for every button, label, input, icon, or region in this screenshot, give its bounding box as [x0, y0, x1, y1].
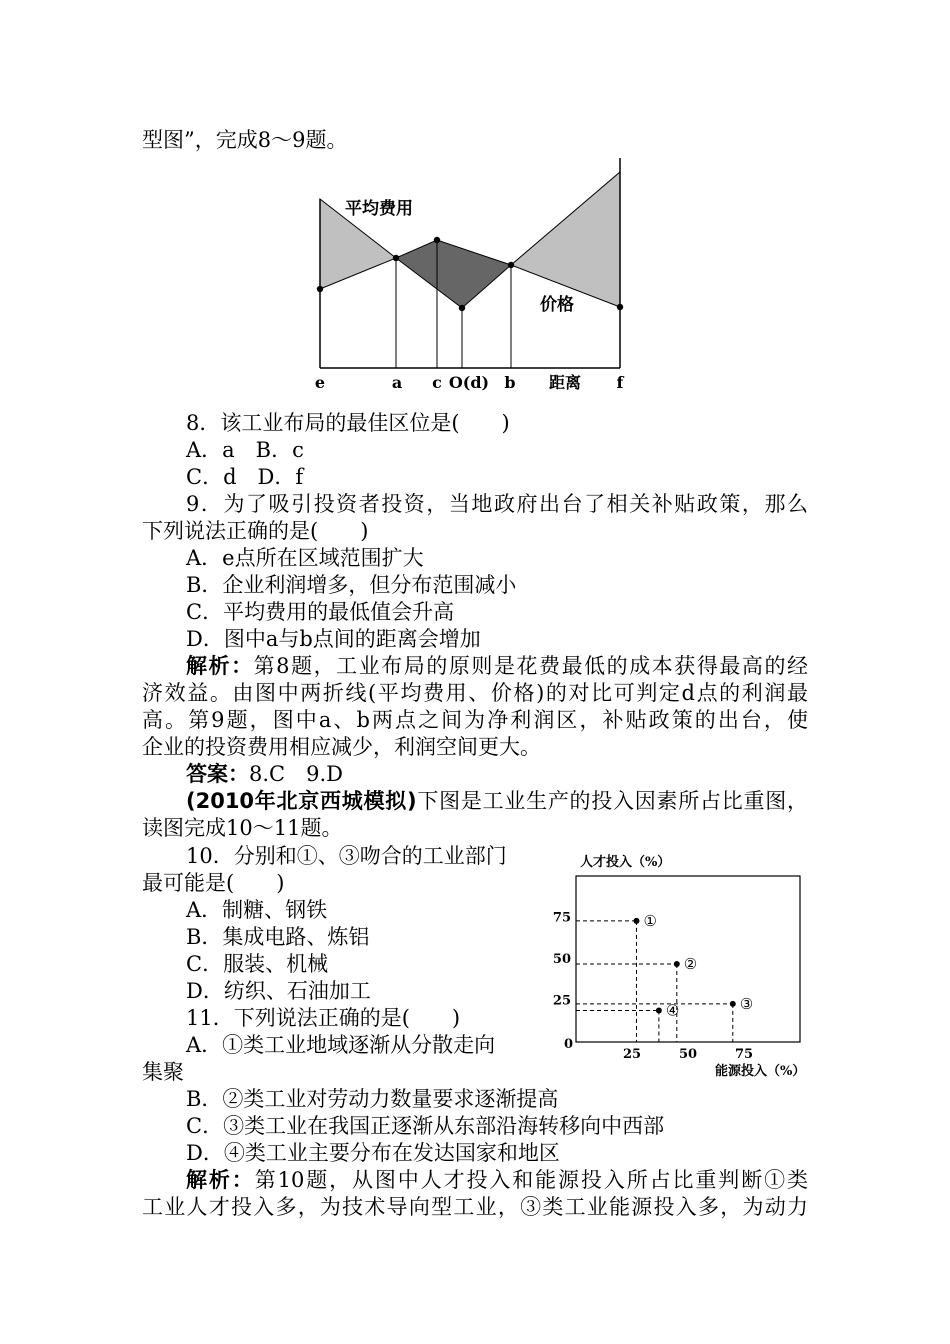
q10-option-b: B．集成电路、炼铝	[186, 925, 370, 949]
input-factor-scatter-chart	[550, 845, 820, 1085]
x-label-o-d: O(d)	[448, 373, 490, 392]
q9-option-a: A．e点所在区域范围扩大	[186, 546, 424, 570]
section2-intro-1: (2010年北京西城模拟)下图是工业生产的投入因素所占比重图，	[186, 789, 808, 813]
point-b	[508, 262, 514, 268]
label-price: 价格	[540, 295, 574, 315]
x-label-f: f	[616, 373, 624, 392]
intro-tail: 型图”，完成8～9题。	[142, 128, 348, 152]
section2-intro-2: 读图完成10～11题。	[142, 816, 343, 840]
q11-stem: 11．下列说法正确的是( )	[186, 1006, 461, 1030]
analysis1-line-4: 企业的投资费用相应减少，利润空间更大。	[142, 735, 541, 759]
q10-option-c: C．服装、机械	[186, 952, 329, 976]
data-point-label-2: ②	[683, 954, 698, 973]
analysis1-line-2: 济效益。由图中两折线(平均费用、价格)的对比可判定d点的利润最	[142, 681, 808, 705]
x-label-b: b	[504, 373, 516, 392]
loss-zone-right	[511, 172, 620, 307]
data-point-label-3: ③	[739, 994, 754, 1013]
q11-option-c: C．③类工业在我国正逐渐从东部沿海转移向中西部	[186, 1114, 665, 1138]
q9-stem-1: 9．为了吸引投资者投资，当地政府出台了相关补贴政策，那么	[186, 492, 808, 516]
x-tick-label-0: 25	[622, 1047, 642, 1062]
guide-lines	[576, 921, 733, 1042]
q8-stem: 8．该工业布局的最佳区位是( )	[186, 411, 510, 435]
point-f	[617, 304, 623, 310]
data-point-1	[633, 918, 639, 924]
q10-stem-1: 10．分别和①、③吻合的工业部门	[186, 844, 507, 868]
x-axis-title: 能源投入（%）	[715, 1064, 806, 1079]
y-tick-label-1: 50	[552, 952, 571, 967]
q8-options-cd: C．d D．f	[186, 465, 304, 489]
q11-option-b: B．②类工业对劳动力数量要求逐渐提高	[186, 1087, 559, 1111]
data-point-label-1: ①	[643, 911, 657, 930]
q9-option-c: C．平均费用的最低值会升高	[186, 600, 455, 624]
answer1	[186, 761, 343, 787]
analysis1-label: 解析：	[186, 654, 254, 678]
profit-zone	[396, 240, 511, 308]
tick-labels	[553, 911, 753, 1063]
q11-option-a-2: 集聚	[142, 1060, 184, 1084]
analysis2-label: 解析：	[186, 1168, 255, 1192]
q9-stem-2: 下列说法正确的是( )	[142, 519, 369, 543]
data-point-label-4: ④	[665, 1001, 680, 1020]
q8-options-ab: A．a B．c	[186, 438, 304, 462]
point-c	[434, 237, 440, 243]
q11-option-d: D．④类工业主要分布在发达国家和地区	[186, 1141, 560, 1165]
q9-option-b: B．企业利润增多，但分布范围减小	[186, 573, 517, 597]
cost-price-diagram	[300, 150, 640, 400]
analysis1-line-1: 解析：第8题，工业布局的原则是花费最低的成本获得最高的经	[186, 654, 809, 678]
q10-option-a: A．制糖、钢铁	[186, 898, 328, 922]
analysis2-line-2: 工业人才投入多，为技术导向型工业，③类工业能源投入多，为动力	[142, 1195, 808, 1219]
answer1-value: 8.C 9.D	[249, 762, 343, 786]
x-label-c: c	[432, 373, 442, 392]
label-average-cost: 平均费用	[345, 199, 413, 219]
x-tick-label-2: 75	[734, 1047, 754, 1062]
answer1-label: 答案：	[186, 762, 249, 786]
data-points	[633, 912, 753, 1020]
y-tick-label-0: 75	[552, 910, 571, 926]
analysis1-line-3: 高。第9题，图中a、b两点之间为净利润区，补贴政策的出台，使	[142, 708, 808, 732]
x-label-distance: 距离	[548, 373, 582, 392]
y-tick-label-2: 25	[552, 993, 571, 1009]
analysis2-line-1: 解析：第10题，从图中人才投入和能源投入所占比重判断①类	[186, 1168, 808, 1192]
x-label-a: a	[391, 373, 403, 392]
data-point-3	[730, 1001, 736, 1007]
y-axis-title: 人才投入（%）	[580, 855, 671, 870]
q10-option-d: D．纺织、石油加工	[186, 979, 371, 1003]
data-point-2	[674, 961, 680, 967]
data-point-4	[656, 1007, 662, 1013]
x-label-e: e	[314, 373, 326, 392]
x-tick-label-1: 50	[678, 1047, 698, 1062]
q9-option-d: D．图中a与b点间的距离会增加	[186, 627, 481, 651]
section2-source: (2010年北京西城模拟)	[186, 789, 417, 813]
point-a	[393, 255, 399, 261]
point-e	[317, 286, 323, 292]
origin-label: 0	[564, 1037, 574, 1052]
q11-option-a-1: A．①类工业地域逐渐从分散走向	[186, 1033, 496, 1057]
point-d	[459, 305, 465, 311]
q10-stem-2: 最可能是( )	[142, 871, 285, 895]
